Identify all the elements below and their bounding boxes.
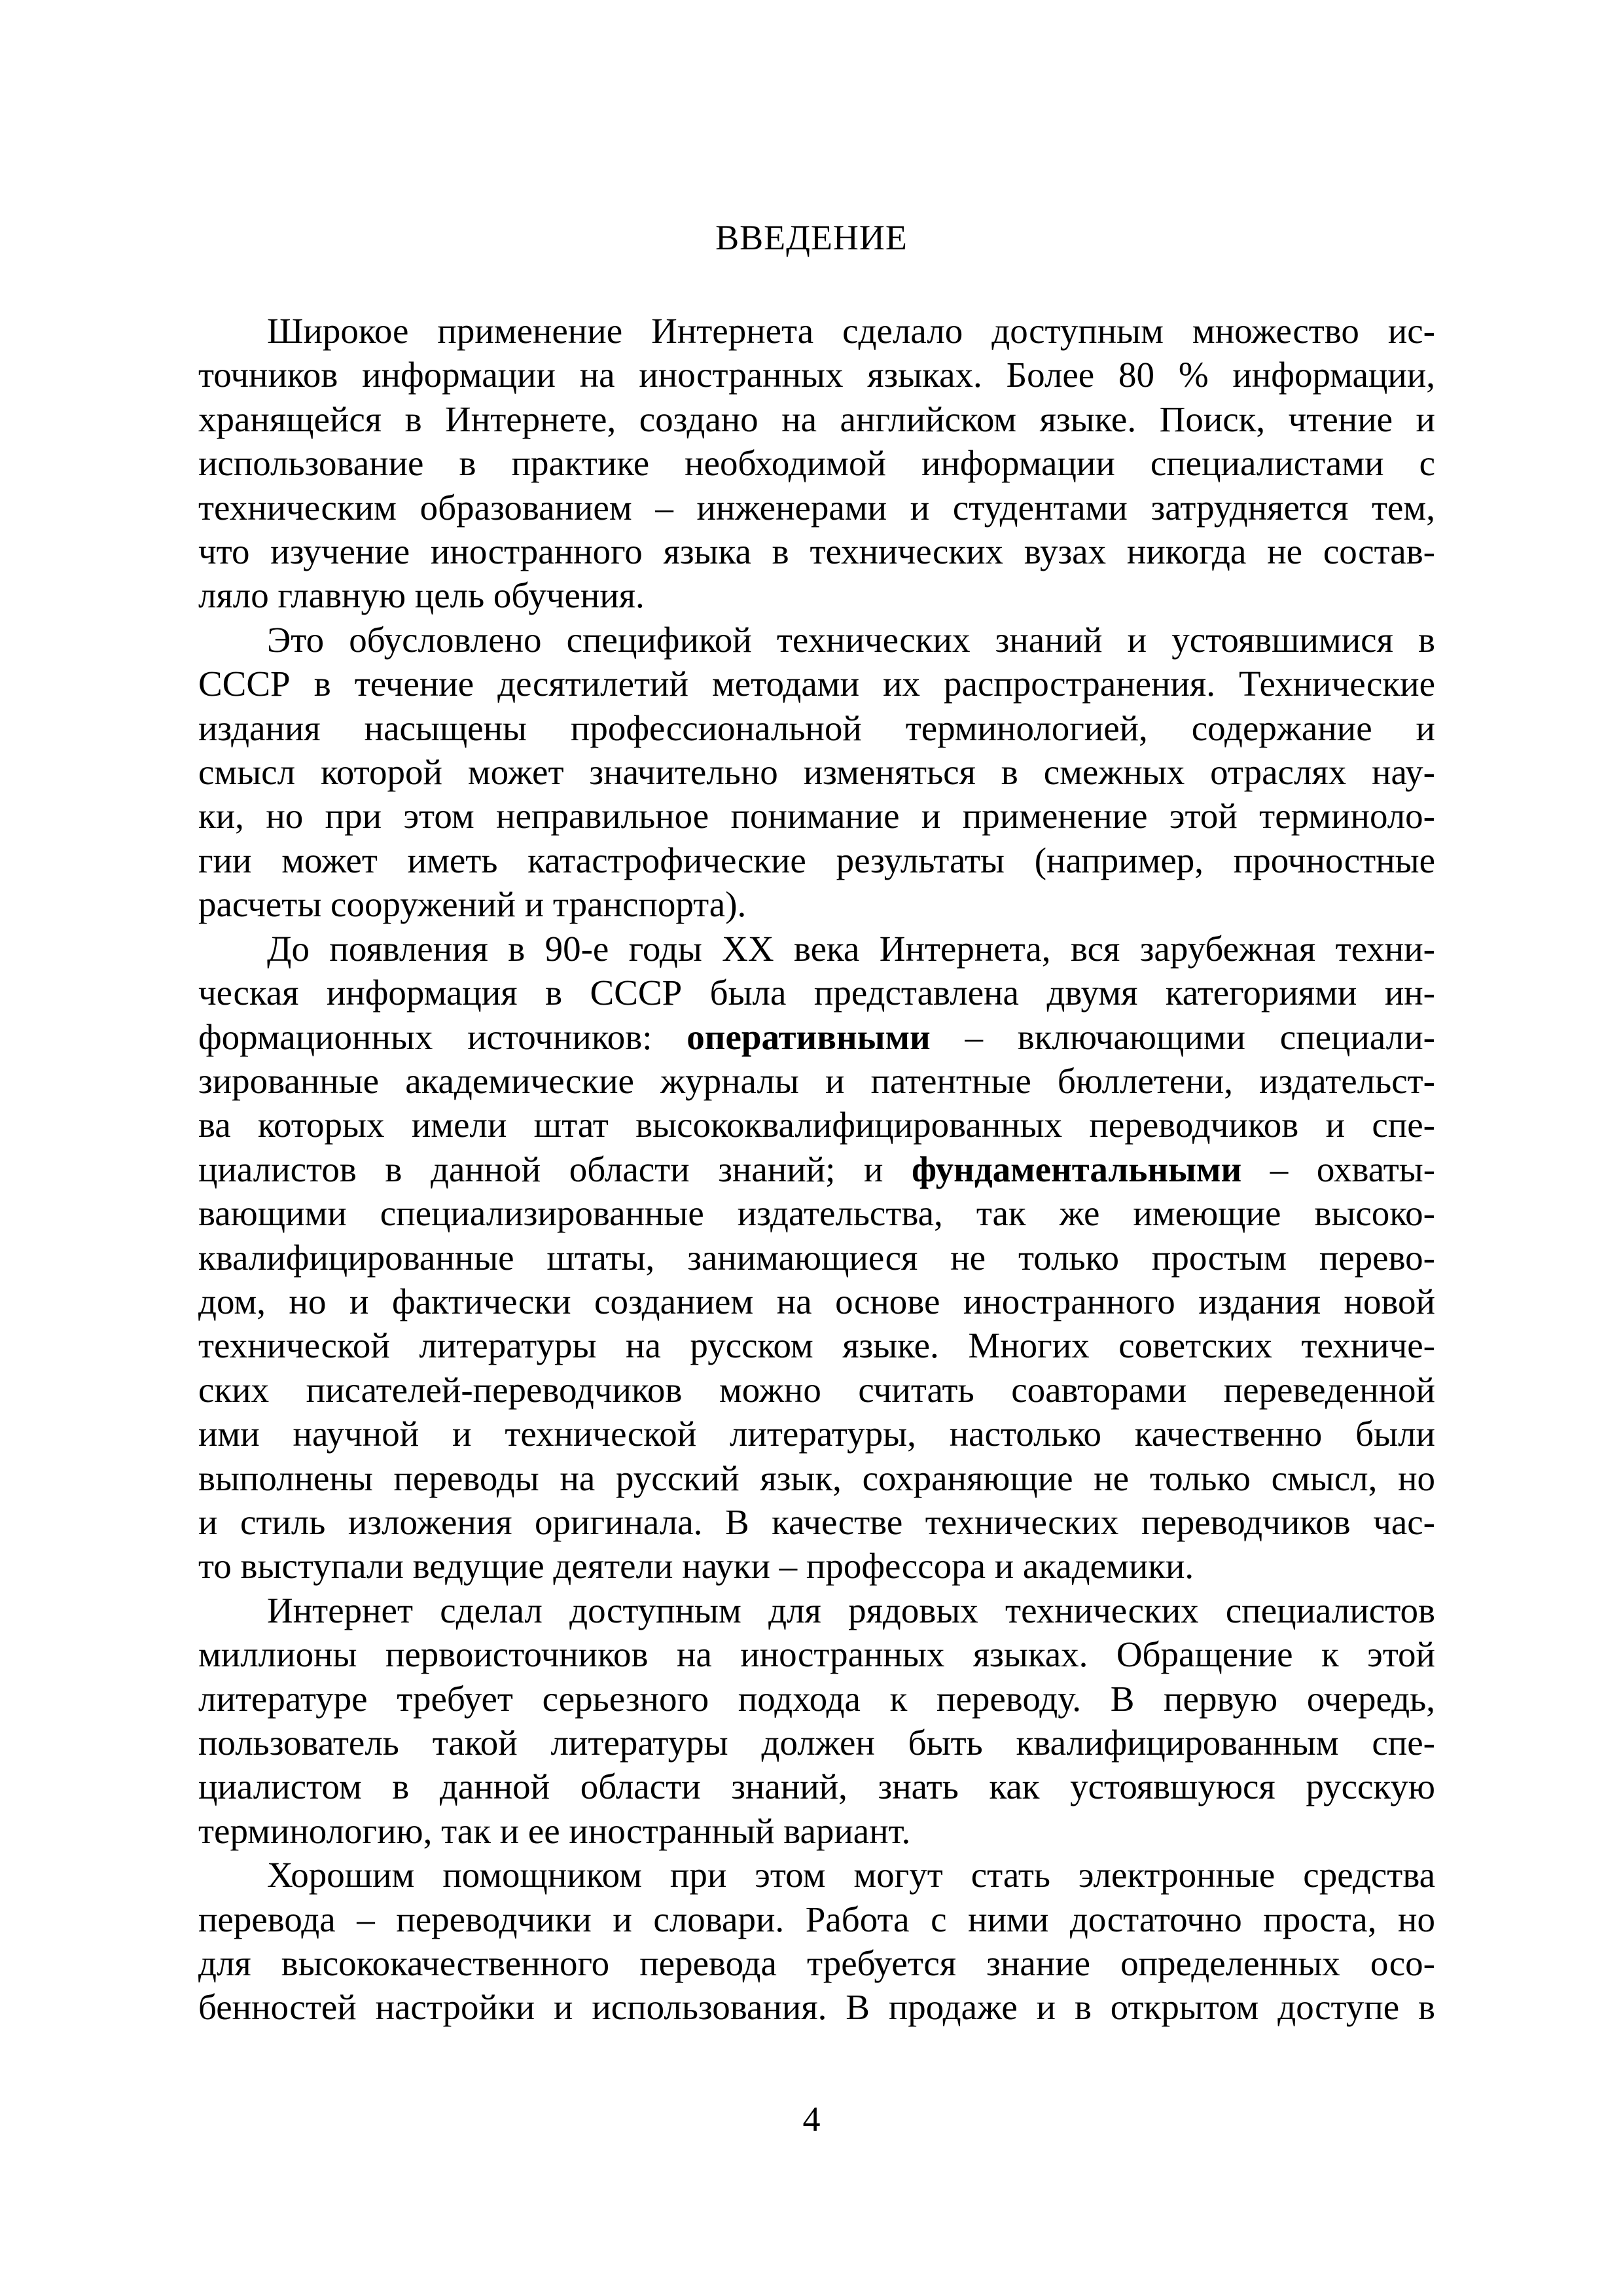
text-line: циалистом в данной области знаний, знать как устоявшуюся русскую	[198, 1767, 1435, 1807]
text-line: техническим образованием – инженерами и студентами затрудняется тем,	[198, 487, 1435, 528]
paragraph-4	[198, 1588, 1435, 1853]
bold-term-operative: оперативными	[687, 1016, 931, 1057]
text-line: издания насыщены профессиональной терминологией, содержание и	[198, 708, 1435, 748]
text-line: Широкое применение Интернета сделало доступным множество ис-	[267, 311, 1435, 351]
text-line: Это обусловлено спецификой технических знаний и устоявшимися в	[267, 619, 1435, 660]
paragraph-3	[198, 927, 1435, 1588]
text-line: точников информации на иностранных языках. Более 80 % информации,	[198, 355, 1435, 395]
text-line: технической литературы на русском языке. Многих советских техниче-	[198, 1325, 1435, 1366]
text-line: Интернет сделал доступным для рядовых технических специалистов	[267, 1590, 1435, 1630]
text-line: ими научной и технической литературы, настолько качественно были	[198, 1414, 1435, 1454]
page-title: ВВЕДЕНИЕ	[715, 218, 908, 257]
text-line: перевода – переводчики и словари. Работа с ними достаточно проста, но	[198, 1899, 1435, 1939]
text-line: гии может иметь катастрофические результаты (например, прочностные	[198, 840, 1435, 880]
text-line: для высококачественного перевода требуется знание определенных осо-	[198, 1943, 1435, 1984]
bold-term-fundamental: фундаментальными	[911, 1149, 1242, 1189]
text-line	[198, 1147, 1435, 1191]
text-run: – охваты-	[1241, 1149, 1436, 1189]
text-line: бенностей настройки и использования. В продаже и в открытом доступе в	[198, 1987, 1435, 2028]
text-line: До появления в 90-е годы XX века Интернета, вся зарубежная техни-	[267, 928, 1435, 969]
text-line: СССР в течение десятилетий методами их распространения. Технические	[198, 664, 1435, 704]
paragraph-2	[198, 618, 1435, 927]
text-line: смысл которой может значительно изменяться в смежных отраслях нау-	[198, 752, 1435, 793]
paragraph-1	[198, 309, 1435, 618]
text-line: ки, но при этом неправильное понимание и применение этой терминоло-	[198, 796, 1435, 836]
text-line: терминологию, так и ее иностранный вариант.	[198, 1810, 911, 1851]
page-number: 4	[802, 2100, 821, 2139]
text-line: расчеты сооружений и транспорта).	[198, 884, 747, 925]
text-line	[198, 1015, 1435, 1059]
text-line: что изучение иностранного языка в технических вузах никогда не состав-	[198, 531, 1435, 572]
text-line: дом, но и фактически созданием на основе иностранного издания новой	[198, 1281, 1435, 1321]
text-line: квалифицированные штаты, занимающиеся не только простым перево-	[198, 1237, 1435, 1278]
text-line: ва которых имели штат высококвалифицированных переводчиков и спе-	[198, 1105, 1435, 1145]
text-line: то выступали ведущие деятели науки – профессора и академики.	[198, 1546, 1194, 1587]
text-line: миллионы первоисточников на иностранных языках. Обращение к этой	[198, 1634, 1435, 1675]
text-line: и стиль изложения оригинала. В качестве технических переводчиков час-	[198, 1501, 1435, 1542]
text-run: циалистов в данной области знаний; и	[198, 1149, 912, 1189]
text-line: пользователь такой литературы должен быть квалифицированным спе-	[198, 1723, 1435, 1763]
text-line: зированные академические журналы и патентные бюллетени, издательст-	[198, 1060, 1435, 1101]
text-run: – включающими специали-	[930, 1016, 1435, 1057]
text-line: ских писателей-переводчиков можно считать соавторами переведенной	[198, 1369, 1435, 1410]
text-line: использование в практике необходимой информации специалистами с	[198, 443, 1435, 484]
text-line: литературе требует серьезного подхода к переводу. В первую очередь,	[198, 1678, 1435, 1719]
text-line: ляло главную цель обучения.	[198, 575, 645, 616]
body-text	[198, 309, 1435, 2030]
text-run: формационных источников:	[198, 1016, 687, 1057]
text-line: ческая информация в СССР была представлена двумя категориями ин-	[198, 973, 1435, 1013]
paragraph-5	[198, 1853, 1435, 2030]
text-line: Хорошим помощником при этом могут стать электронные средства	[267, 1855, 1435, 1895]
text-line: вающими специализированные издательства, так же имеющие высоко-	[198, 1193, 1435, 1234]
text-line: хранящейся в Интернете, создано на английском языке. Поиск, чтение и	[198, 399, 1435, 439]
text-line: выполнены переводы на русский язык, сохраняющие не только смысл, но	[198, 1458, 1435, 1498]
